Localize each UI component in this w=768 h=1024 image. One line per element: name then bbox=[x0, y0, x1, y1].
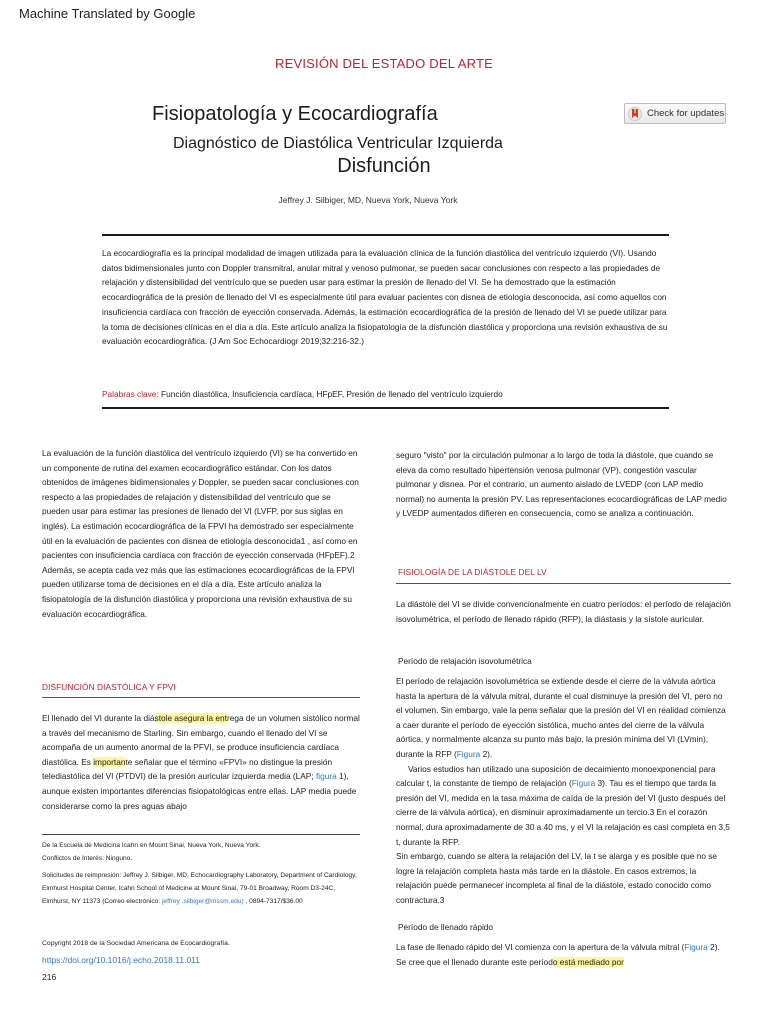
bookmark-icon bbox=[628, 107, 642, 121]
doi-link[interactable]: https://doi.org/10.1016/j.echo.2018.11.011 bbox=[42, 955, 201, 965]
paragraph-llenado-rapido: La fase de llenado rápido del VI comienza con la apertura de la válvula mitral (Figura 2). Se cree que el llenado durante este período está mediado por bbox=[396, 942, 720, 967]
figure-link[interactable]: Figura bbox=[571, 778, 596, 789]
title-line-2: Diagnóstico de Diastólica Ventricular Izquierda bbox=[173, 135, 503, 152]
abstract-bottom-rule bbox=[102, 407, 669, 409]
highlight: importan bbox=[93, 756, 126, 767]
subheading-relajacion: Período de relajación isovolumétrica bbox=[398, 656, 532, 666]
title-line-1: Fisiopatología y Ecocardiografía bbox=[152, 103, 438, 125]
section-heading-fisiologia: FISIOLOGÍA DE LA DIÁSTOLE DEL LV bbox=[398, 567, 547, 577]
keywords-text: Función diastólica, Insuficiencia cardíaca, HFpEF, Presión de llenado del ventrículo izquierdo bbox=[161, 389, 503, 399]
title-line-3: Disfunción bbox=[337, 155, 431, 177]
abstract-top-rule bbox=[102, 234, 669, 236]
figure-link[interactable]: Figura bbox=[684, 942, 708, 952]
abstract: La ecocardiografía es la principal modalidad de imagen utilizada para la evaluación clínica de la función diastólica del ventrículo izquierdo (VI). Usando datos bidimensionales junto con Doppler transmitral, anular mitral y venoso pulmonar, se pueden sacar conclusiones con respecto a las propiedades de relajación y distensibilidad del ventrículo que se pueden usar para estimar la presión de llenado del VI. Se ha demostrado que la estimación ecocardiográfica de la presión de llenado del VI es especialmente útil para evaluar pacientes con disnea de etiología desconocida, así como aquellos con insuficiencia cardíaca con fracción de eyección conservada. Además, la estimación ecocardiográfica de la presión de llenado del VI se puede utilizar para la toma de decisiones clínicas en el día a día. Este artículo analiza la fisiopatología de la disfunción diastólica y proporciona una revisión exhaustiva de su evaluación ecocardiográfica. (J Am Soc Echocardiogr 2019;32:216-32.) bbox=[102, 248, 668, 347]
figure-link[interactable]: figura bbox=[315, 771, 337, 782]
keywords bbox=[102, 389, 503, 399]
author-line: Jeffrey J. Silbiger, MD, Nueva York, Nueva York bbox=[278, 195, 458, 205]
footnote-rule bbox=[42, 834, 360, 835]
figure-link[interactable]: Figura bbox=[456, 748, 481, 759]
paragraph-continuation: seguro "visto" por la circulación pulmonar a lo largo de toda la diástole, que cuando se eleva da como resultado hipertensión venosa pulmonar (VP), congestión vascular pulmonar y disnea. Por el contrario, un aumento aislado de LVEDP (con LAP medio normal) no aumenta la presión PV. Las representaciones ecocardiográficas de LAP medio y LVEDP aumentados difieren en consecuencia, como se analiza a continuación. bbox=[396, 450, 727, 519]
paragraph-disfuncion: El llenado del VI durante la diástole asegura la entrega de un volumen sistólico normal a través del mecanismo de Starling. Sin embargo, cuando el llenado del VI se acompaña de un aumento anormal de la PFVI, se produce insuficiencia cardíaca diastólica. Es importante señalar que el término «FPVI» no distingue la presión telediastólica del VI (PTDVI) de la presión auricular izquierda media (LAP; figura 1), aunque existen importantes diferencias fisiopatológicas entre ellas. LAP media puede considerarse como la pres aguas abajo bbox=[42, 713, 360, 811]
section-heading-disfuncion: DISFUNCIÓN DIASTÓLICA Y FPVI bbox=[42, 682, 176, 692]
machine-translated-label: Machine Translated by Google bbox=[19, 6, 196, 21]
section-rule bbox=[396, 583, 731, 584]
highlight: stole asegura la ent bbox=[154, 713, 227, 723]
paragraph-diastole: La diástole del VI se divide convencionalmente en cuatro períodos: el período de relajación isovolumétrica, el período de llenado rápido (RFP), la diástasis y la sístole auricular. bbox=[396, 599, 731, 624]
affiliation-footnote: De la Escuela de Medicina Icahn en Mount Sinai, Nueva York, Nueva York. Conflictos de Interés: Ninguno. Solicitudes de reimpresión: Jeffrey J. Silbiger, MD, Echocardiography Laboratory, Department of Cardiology, Elmhurst Hospital Center, Icahn School of Medicine at Mount Sinai, 79-01 Broadway, Room D3-24C, Elmhurst, NY 11373 (Correo electrónico: jeffrey .silbiger@mssm.edu) . 0894-7317/$36.00 bbox=[42, 842, 357, 905]
email-link[interactable]: jeffrey .silbiger@mssm.edu) bbox=[161, 898, 244, 905]
paragraph-relajacion: El período de relajación isovolumétrica se extiende desde el cierre de la válvula aórtica hasta la apertura de la válvula mitral, durante el cual disminuye la presión del VI, pero no el volumen. Sin embargo, vale la pena señalar que la presión del VI en realidad comienza a caer durante el período de eyección sistólica, mucho antes del cierre de la válvula aórtica, y normalmente alcanza su punto más bajo, la presión mínima del VI (LVmin), durante la RFP (Figura 2). Varios estudios han utilizado una suposición de decaimiento monoexponencial para calcular t, la constante de tiempo de relajación (Figura 3). Tau es el tiempo que tarda la presión del VI, medida en la tasa máxima de caída de la presión del VI (justo después del cierre de la válvula aórtica), en disminuir aproximadamente un tercio.3 En el corazón normal, dura aproximadamente de 30 a 40 ms, y el VI la relajación es casi completa en 3,5 t, durante la RFP. Sin embargo, cuando se altera la relajación del LV, la t se alarga y es posible que no se logre la relajación completa hasta más tarde en la diástole. En casos extremos, la relajación puede permanecer incompleta al final de la diástole, estado conocido como contractura.3 bbox=[396, 676, 730, 905]
section-type: REVISIÓN DEL ESTADO DEL ARTE bbox=[275, 56, 493, 71]
highlight: o está mediado por bbox=[552, 956, 624, 967]
check-for-updates-label: Check for updates bbox=[647, 108, 725, 119]
check-for-updates-button[interactable] bbox=[624, 103, 726, 124]
page-number: 216 bbox=[42, 972, 57, 982]
intro-paragraph: La evaluación de la función diastólica del ventrículo izquierdo (VI) se ha convertido en un componente de rutina del examen ecocardiográfico estándar. Con los datos obtenidos de imágenes bidimensionales y Doppler, se pueden sacar conclusiones con respecto a las propiedades de relajación y distensibilidad del ventrículo que se pueden usar para estimar las presiones de llenado del VI (LVFP, por sus siglas en inglés). La estimación ecocardiográfica de la FPVI ha demostrado ser especialmente útil en la evaluación de pacientes con disnea de etiología desconocida1 , así como en pacientes con insuficiencia cardíaca con fracción de eyección conservada (HFpEF).2 Además, se acepta cada vez más que las estimaciones ecocardiográficas de la FPVI pueden utilizarse toma de decisiones en el día a día. Este artículo analiza la fisiopatología de la disfunción diastólica y proporciona una revisión exhaustiva de su evaluación ecocardiográfica. bbox=[42, 448, 359, 619]
section-rule bbox=[42, 697, 360, 698]
keywords-label: Palabras clave: bbox=[102, 389, 159, 399]
copyright: Copyright 2018 de la Sociedad Americana de Ecocardiografía. bbox=[42, 940, 230, 947]
subheading-llenado-rapido: Período de llenado rápido bbox=[398, 922, 494, 932]
